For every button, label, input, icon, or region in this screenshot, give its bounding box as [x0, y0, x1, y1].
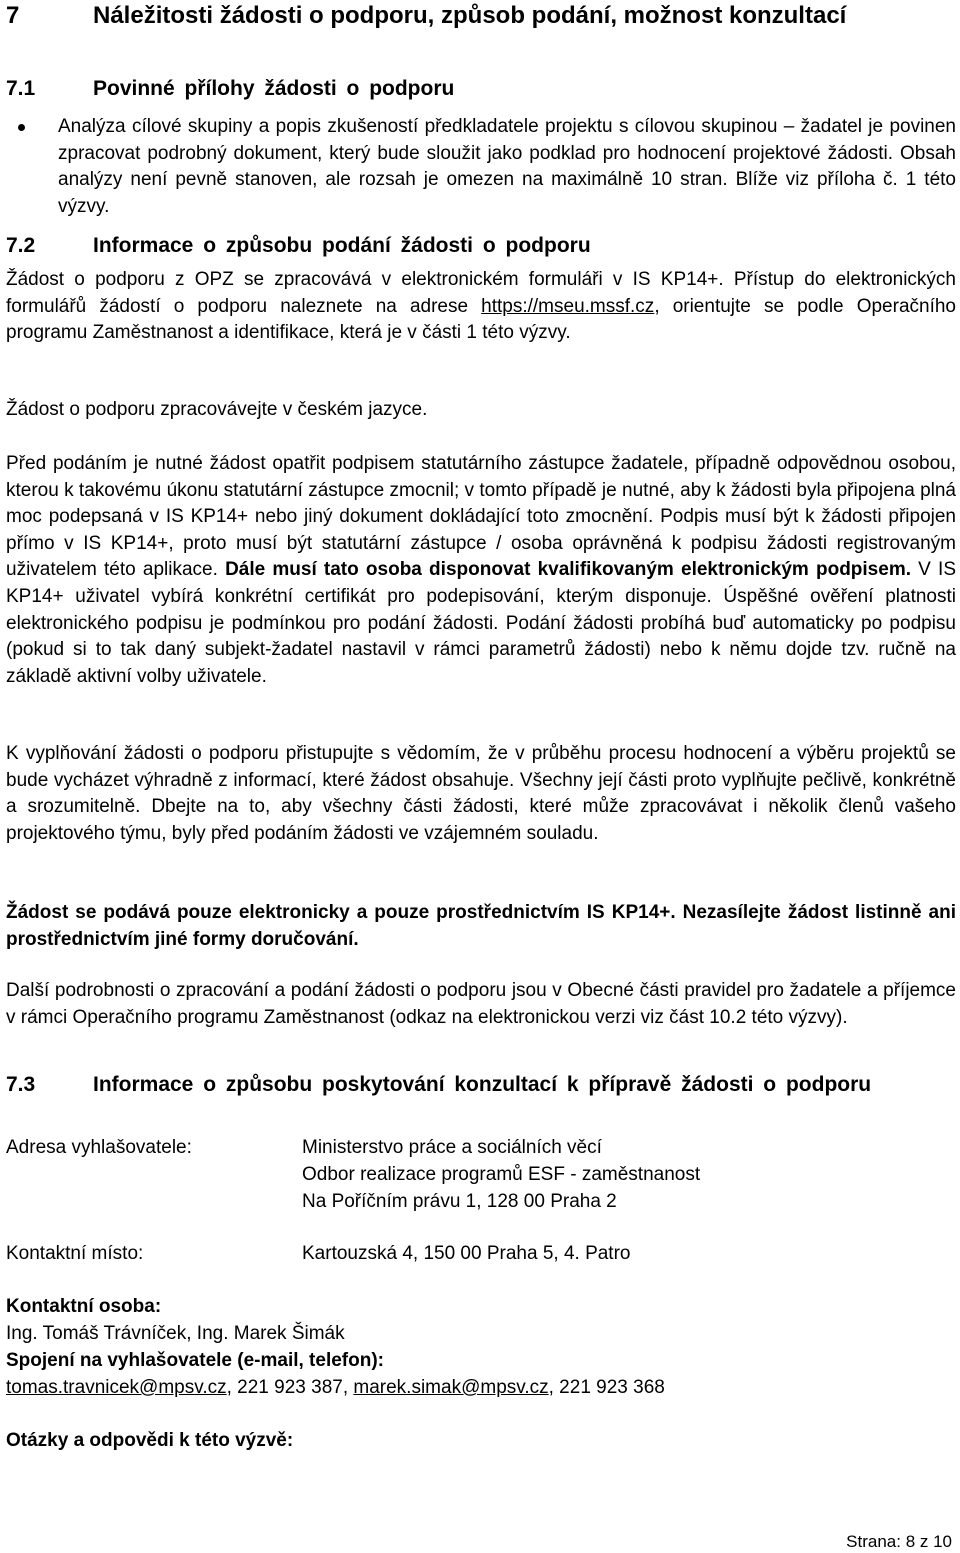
paragraph-text: , orientujte se podle Operačního programu Zaměstnanost a identifikace, která je v části 1 této výzvy.	[6, 295, 956, 344]
paragraph-text: Před podáním je nutné žádost opatřit podpisem statutárního zástupce žadatele, případně odpovědnou osobou, kterou k takovému úkonu statutární zástupce zmocnil; v tomto případě je nutné, aby k žádosti byla připojena plná moc podepsaná v IS KP14+ nebo jiný dokument dokládající toto zmocnění. Podpis musí být k žádosti připojen přímo v IS KP14+, proto musí být statutární zástupce / osoba oprávněná k podpisu žádosti registrovaným uživatelem této aplikace.	[6, 453, 956, 581]
contact-details	[6, 1375, 665, 1402]
paragraph-text: V IS KP14+ uživatel vybírá konkrétní certifikát pro podepisování, kterým disponuje. Úspěšné ověření platnosti elektronického podpisu je podmínkou pro podání žádosti. Podání žádosti probíhá buď automaticky po podpisu (pokud si to tak daný subjekt-žadatel nastavil v rámci parametrů žádosti) nebo k němu dojde tzv. ručně na základě aktivní volby uživatele.	[6, 559, 956, 687]
section-7-2-heading	[6, 231, 956, 260]
address-line: Ministerstvo práce a sociálních věcí	[302, 1137, 602, 1158]
section-7-2-title: Informace o způsobu podání žádosti o podporu	[93, 234, 591, 257]
attachment-bullet-text: Analýza cílové skupiny a popis zkušeností předkladatele projektu s cílovou skupinou – žadatel je povinen zpracovat podrobný dokument, který bude sloužit jako podklad pro hodnocení projektové žádosti. Obsah analýzy není pevně stanoven, ale rozsah je omezen na maximálně 10 stran. Blíže viz příloha č. 1 této výzvy.	[58, 116, 956, 217]
contact-place-value: Kartouzská 4, 150 00 Praha 5, 4. Patro	[302, 1243, 631, 1264]
section-7-3-number: 7.3	[6, 1073, 36, 1096]
paragraph-evaluation: K vyplňování žádosti o podporu přistupujte s vědomím, že v průběhu procesu hodnocení a výběru projektů se bude vycházet výhradně z informací, které žádost obsahuje. Všechny její části proto vyplňujte pečlivě, konkrétně a srozumitelně. Dbejte na to, aby všechny části žádosti, které může zpracovávat i několik členů vašeho projektového týmu, byly před podáním žádosti ve vzájemném souladu.	[6, 743, 956, 844]
list-item	[6, 114, 956, 220]
contact-place-label: Kontaktní místo:	[6, 1243, 144, 1264]
contact-person-label: Kontaktní osoba:	[6, 1296, 162, 1317]
email-link-simak[interactable]: marek.simak@mpsv.cz	[353, 1377, 549, 1398]
section-7-3-title: Informace o způsobu poskytování konzultací k přípravě žádosti o podporu	[93, 1073, 872, 1096]
bullet-icon	[18, 124, 25, 131]
section-7-heading	[6, 0, 956, 32]
bold-statement: Dále musí tato osoba disponovat kvalifikovaným elektronickým podpisem.	[225, 559, 911, 581]
phone-number: , 221 923 368	[548, 1377, 665, 1398]
section-7-3-heading	[6, 1070, 956, 1099]
paragraph-electronic-only: Žádost se podává pouze elektronicky a pouze prostřednictvím IS KP14+. Nezasílejte žádost listinně ani prostřednictvím jiné formy doručování.	[6, 902, 956, 950]
address-label: Adresa vyhlašovatele:	[6, 1137, 192, 1158]
paragraph-language: Žádost o podporu zpracovávejte v českém jazyce.	[6, 399, 428, 420]
address-line: Odbor realizace programů ESF - zaměstnanost	[302, 1164, 701, 1185]
section-7-number: 7	[6, 2, 20, 29]
paragraph-text: Žádost o podporu z OPZ se zpracovává v elektronickém formuláři v IS KP14+. Přístup do elektronických formulářů žádostí o podporu naleznete na adrese	[6, 269, 956, 317]
section-7-1-title: Povinné přílohy žádosti o podporu	[93, 77, 455, 100]
section-7-2-number: 7.2	[6, 234, 36, 257]
page-number: Strana: 8 z 10	[846, 1532, 952, 1551]
section-7-1-number: 7.1	[6, 77, 36, 100]
mseu-link[interactable]: https://mseu.mssf.cz	[481, 295, 655, 317]
paragraph-signature	[6, 451, 956, 690]
email-link-travnicek[interactable]: tomas.travnicek@mpsv.cz	[6, 1377, 227, 1398]
connection-label: Spojení na vyhlašovatele (e-mail, telefon):	[6, 1350, 384, 1371]
contact-person-value: Ing. Tomáš Trávníček, Ing. Marek Šimák	[6, 1323, 345, 1344]
phone-number: , 221 923 387,	[226, 1377, 354, 1398]
qa-label: Otázky a odpovědi k této výzvě:	[6, 1430, 294, 1451]
section-7-1-heading	[6, 74, 956, 103]
paragraph-further-details: Další podrobnosti o zpracování a podání žádosti o podporu jsou v Obecné části pravidel pro žadatele a příjemce v rámci Operačního programu Zaměstnanost (odkaz na elektronickou verzi viz část 10.2 této výzvy).	[6, 980, 956, 1028]
address-line: Na Poříčním právu 1, 128 00 Praha 2	[302, 1191, 617, 1212]
paragraph-submission-form	[6, 267, 956, 347]
section-7-title: Náležitosti žádosti o podporu, způsob podání, možnost konzultací	[93, 2, 847, 29]
